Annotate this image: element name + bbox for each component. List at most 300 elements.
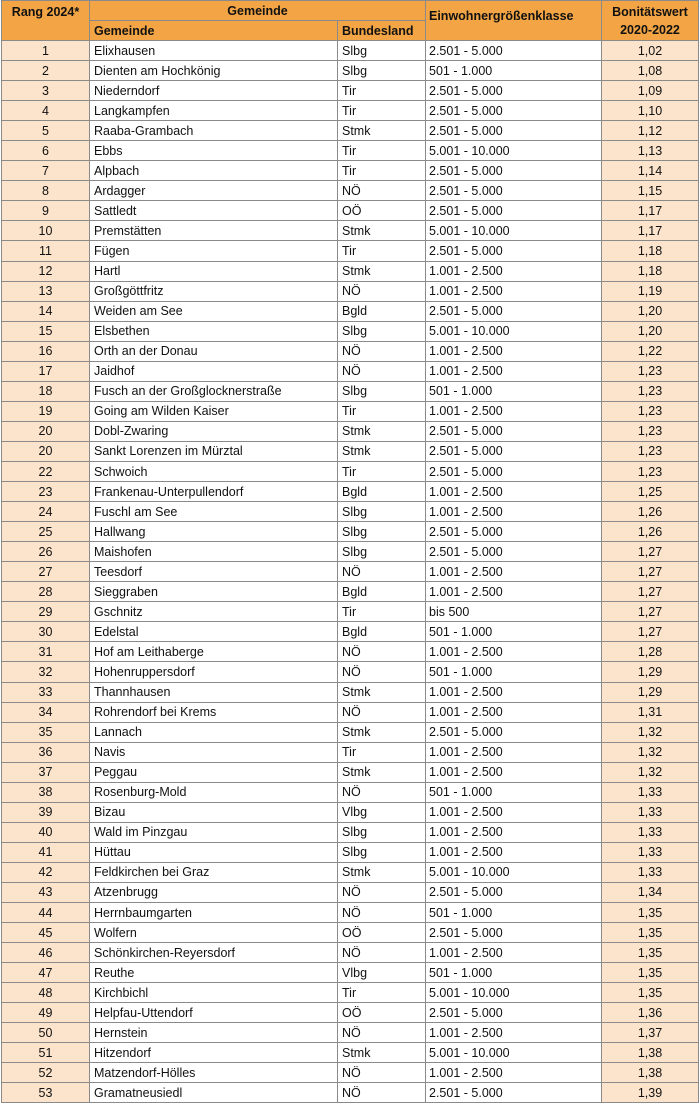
rating-value-cell: 1,31 — [602, 702, 699, 722]
rating-value-cell: 1,20 — [602, 321, 699, 341]
rating-value-cell: 1,33 — [602, 842, 699, 862]
size-class-cell: 2.501 - 5.000 — [426, 1003, 602, 1023]
municipality-column-header: Gemeinde — [90, 21, 338, 41]
rating-value-cell: 1,39 — [602, 1083, 699, 1103]
size-class-cell: 2.501 - 5.000 — [426, 461, 602, 481]
municipality-cell: Herrnbaumgarten — [90, 903, 338, 923]
table-row — [2, 81, 699, 101]
table-row — [2, 802, 699, 822]
size-class-cell: 501 - 1.000 — [426, 622, 602, 642]
rating-value-cell: 1,33 — [602, 862, 699, 882]
rank-cell: 42 — [2, 862, 90, 882]
municipality-cell: Dienten am Hochkönig — [90, 61, 338, 81]
municipality-cell: Hallwang — [90, 522, 338, 542]
rating-value-cell: 1,29 — [602, 682, 699, 702]
size-class-cell: 1.001 - 2.500 — [426, 702, 602, 722]
municipality-cell: Premstätten — [90, 221, 338, 241]
table-row — [2, 121, 699, 141]
rating-value-cell: 1,35 — [602, 943, 699, 963]
table-row — [2, 321, 699, 341]
size-class-cell: bis 500 — [426, 602, 602, 622]
rating-value-cell: 1,33 — [602, 802, 699, 822]
municipality-cell: Thannhausen — [90, 682, 338, 702]
state-cell: NÖ — [338, 642, 426, 662]
municipality-cell: Hüttau — [90, 842, 338, 862]
table-row — [2, 582, 699, 602]
table-row — [2, 261, 699, 281]
size-class-cell: 1.001 - 2.500 — [426, 842, 602, 862]
rating-value-column-header — [602, 1, 699, 41]
municipality-cell: Rosenburg-Mold — [90, 782, 338, 802]
municipality-cell: Jaidhof — [90, 361, 338, 381]
state-cell: Slbg — [338, 542, 426, 562]
state-cell: Slbg — [338, 502, 426, 522]
municipality-cell: Frankenau-Unterpullendorf — [90, 482, 338, 502]
municipality-cell: Schwoich — [90, 461, 338, 481]
state-cell: Tir — [338, 81, 426, 101]
municipality-cell: Kirchbichl — [90, 983, 338, 1003]
municipality-cell: Ardagger — [90, 181, 338, 201]
state-cell: NÖ — [338, 882, 426, 902]
rank-cell: 27 — [2, 562, 90, 582]
table-row — [2, 542, 699, 562]
rating-value-cell: 1,18 — [602, 261, 699, 281]
rank-cell: 4 — [2, 101, 90, 121]
rating-value-cell: 1,27 — [602, 562, 699, 582]
rating-value-cell: 1,13 — [602, 141, 699, 161]
municipality-cell: Hernstein — [90, 1023, 338, 1043]
rating-value-cell: 1,20 — [602, 301, 699, 321]
size-class-cell: 1.001 - 2.500 — [426, 281, 602, 301]
state-cell: NÖ — [338, 341, 426, 361]
rating-value-cell: 1,38 — [602, 1043, 699, 1063]
rank-cell: 24 — [2, 502, 90, 522]
state-column-header: Bundesland — [338, 21, 426, 41]
size-class-cell: 5.001 - 10.000 — [426, 862, 602, 882]
municipality-cell: Matzendorf-Hölles — [90, 1063, 338, 1083]
rating-value-cell: 1,33 — [602, 822, 699, 842]
table-row — [2, 1063, 699, 1083]
state-cell: NÖ — [338, 943, 426, 963]
rank-cell: 13 — [2, 281, 90, 301]
state-cell: Stmk — [338, 261, 426, 281]
size-class-cell: 2.501 - 5.000 — [426, 241, 602, 261]
state-cell: Stmk — [338, 862, 426, 882]
state-cell: Stmk — [338, 762, 426, 782]
state-cell: OÖ — [338, 201, 426, 221]
size-class-column-header: Einwohnergrößenklasse — [426, 1, 602, 41]
rating-value-cell: 1,23 — [602, 401, 699, 421]
municipality-cell: Raaba-Grambach — [90, 121, 338, 141]
size-class-cell: 5.001 - 10.000 — [426, 1043, 602, 1063]
state-cell: Tir — [338, 141, 426, 161]
state-cell: Vlbg — [338, 963, 426, 983]
size-class-cell: 1.001 - 2.500 — [426, 582, 602, 602]
rating-value-cell: 1,35 — [602, 923, 699, 943]
state-cell: Stmk — [338, 1043, 426, 1063]
rank-cell: 5 — [2, 121, 90, 141]
rating-value-cell: 1,38 — [602, 1063, 699, 1083]
municipality-cell: Gramatneusiedl — [90, 1083, 338, 1103]
state-cell: Stmk — [338, 441, 426, 461]
state-cell: NÖ — [338, 281, 426, 301]
municipality-cell: Fügen — [90, 241, 338, 261]
rank-cell: 33 — [2, 682, 90, 702]
rank-cell: 19 — [2, 401, 90, 421]
municipality-cell: Maishofen — [90, 542, 338, 562]
municipality-cell: Edelstal — [90, 622, 338, 642]
municipality-cell: Fuschl am See — [90, 502, 338, 522]
table-row — [2, 963, 699, 983]
municipality-cell: Sattledt — [90, 201, 338, 221]
table-row — [2, 441, 699, 461]
size-class-cell: 2.501 - 5.000 — [426, 181, 602, 201]
rank-cell: 36 — [2, 742, 90, 762]
size-class-cell: 2.501 - 5.000 — [426, 882, 602, 902]
table-row — [2, 1023, 699, 1043]
rating-value-cell: 1,14 — [602, 161, 699, 181]
rank-cell: 16 — [2, 341, 90, 361]
municipality-cell: Helpfau-Uttendorf — [90, 1003, 338, 1023]
rank-cell: 9 — [2, 201, 90, 221]
size-class-cell: 2.501 - 5.000 — [426, 421, 602, 441]
size-class-cell: 5.001 - 10.000 — [426, 321, 602, 341]
state-cell: NÖ — [338, 361, 426, 381]
table-row — [2, 742, 699, 762]
rank-cell: 7 — [2, 161, 90, 181]
rating-value-cell: 1,23 — [602, 361, 699, 381]
size-class-cell: 1.001 - 2.500 — [426, 361, 602, 381]
table-row — [2, 522, 699, 542]
municipality-cell: Teesdorf — [90, 562, 338, 582]
municipality-cell: Großgöttfritz — [90, 281, 338, 301]
table-row — [2, 882, 699, 902]
municipality-cell: Gschnitz — [90, 602, 338, 622]
rank-cell: 35 — [2, 722, 90, 742]
state-cell: Tir — [338, 241, 426, 261]
rating-value-cell: 1,17 — [602, 201, 699, 221]
size-class-cell: 1.001 - 2.500 — [426, 822, 602, 842]
size-class-cell: 5.001 - 10.000 — [426, 221, 602, 241]
table-row — [2, 502, 699, 522]
municipality-cell: Hartl — [90, 261, 338, 281]
table-row — [2, 461, 699, 481]
rank-cell: 29 — [2, 602, 90, 622]
municipality-group-header: Gemeinde — [90, 1, 426, 21]
rating-value-cell: 1,26 — [602, 502, 699, 522]
rank-cell: 20 — [2, 421, 90, 441]
size-class-cell: 1.001 - 2.500 — [426, 1063, 602, 1083]
size-class-cell: 501 - 1.000 — [426, 61, 602, 81]
state-cell: NÖ — [338, 782, 426, 802]
municipality-cell: Feldkirchen bei Graz — [90, 862, 338, 882]
municipality-cell: Wolfern — [90, 923, 338, 943]
rank-cell: 18 — [2, 381, 90, 401]
table-row — [2, 943, 699, 963]
rating-value-cell: 1,12 — [602, 121, 699, 141]
table-row — [2, 682, 699, 702]
table-row — [2, 281, 699, 301]
table-row — [2, 101, 699, 121]
size-class-cell: 501 - 1.000 — [426, 903, 602, 923]
rating-value-cell: 1,34 — [602, 882, 699, 902]
state-cell: Tir — [338, 161, 426, 181]
size-class-cell: 1.001 - 2.500 — [426, 642, 602, 662]
size-class-cell: 2.501 - 5.000 — [426, 1083, 602, 1103]
rating-value-cell: 1,23 — [602, 461, 699, 481]
table-row — [2, 401, 699, 421]
table-row — [2, 903, 699, 923]
municipality-cell: Atzenbrugg — [90, 882, 338, 902]
rating-value-cell: 1,37 — [602, 1023, 699, 1043]
state-cell: Bgld — [338, 622, 426, 642]
rank-cell: 52 — [2, 1063, 90, 1083]
rank-cell: 3 — [2, 81, 90, 101]
state-cell: Vlbg — [338, 802, 426, 822]
size-class-cell: 1.001 - 2.500 — [426, 943, 602, 963]
rank-cell: 2 — [2, 61, 90, 81]
rating-value-cell: 1,35 — [602, 903, 699, 923]
state-cell: Tir — [338, 461, 426, 481]
rating-value-cell: 1,23 — [602, 421, 699, 441]
table-row — [2, 1043, 699, 1063]
municipality-cell: Niederndorf — [90, 81, 338, 101]
municipality-cell: Hohenruppersdorf — [90, 662, 338, 682]
size-class-cell: 501 - 1.000 — [426, 782, 602, 802]
table-row — [2, 61, 699, 81]
rating-value-cell: 1,19 — [602, 281, 699, 301]
rating-value-header-line1: Bonitätswert — [612, 4, 688, 19]
rating-value-cell: 1,17 — [602, 221, 699, 241]
municipality-cell: Orth an der Donau — [90, 341, 338, 361]
rank-cell: 51 — [2, 1043, 90, 1063]
rank-cell: 23 — [2, 482, 90, 502]
table-row — [2, 862, 699, 882]
ranking-table — [1, 0, 699, 1103]
table-row — [2, 381, 699, 401]
table-row — [2, 662, 699, 682]
rank-cell: 26 — [2, 542, 90, 562]
table-row — [2, 241, 699, 261]
municipality-cell: Wald im Pinzgau — [90, 822, 338, 842]
rank-cell: 8 — [2, 181, 90, 201]
rating-value-cell: 1,35 — [602, 983, 699, 1003]
rating-value-cell: 1,15 — [602, 181, 699, 201]
table-row — [2, 221, 699, 241]
size-class-cell: 2.501 - 5.000 — [426, 201, 602, 221]
rank-cell: 17 — [2, 361, 90, 381]
state-cell: NÖ — [338, 662, 426, 682]
rating-value-header-line2: 2020-2022 — [620, 22, 680, 37]
table-row — [2, 642, 699, 662]
rating-value-cell: 1,32 — [602, 722, 699, 742]
size-class-cell: 1.001 - 2.500 — [426, 502, 602, 522]
rating-value-cell: 1,23 — [602, 441, 699, 461]
state-cell: NÖ — [338, 1023, 426, 1043]
table-body — [2, 41, 699, 1103]
table-header — [2, 1, 699, 41]
rank-cell: 32 — [2, 662, 90, 682]
state-cell: Stmk — [338, 722, 426, 742]
municipality-cell: Sankt Lorenzen im Mürztal — [90, 441, 338, 461]
rank-cell: 46 — [2, 943, 90, 963]
rank-cell: 37 — [2, 762, 90, 782]
size-class-cell: 2.501 - 5.000 — [426, 121, 602, 141]
rating-value-cell: 1,35 — [602, 963, 699, 983]
rating-value-cell: 1,23 — [602, 381, 699, 401]
size-class-cell: 2.501 - 5.000 — [426, 722, 602, 742]
rank-cell: 43 — [2, 882, 90, 902]
size-class-cell: 2.501 - 5.000 — [426, 522, 602, 542]
rank-cell: 47 — [2, 963, 90, 983]
rank-cell: 50 — [2, 1023, 90, 1043]
municipality-cell: Weiden am See — [90, 301, 338, 321]
state-cell: Stmk — [338, 121, 426, 141]
size-class-cell: 1.001 - 2.500 — [426, 682, 602, 702]
rank-cell: 34 — [2, 702, 90, 722]
rating-value-cell: 1,26 — [602, 522, 699, 542]
size-class-cell: 1.001 - 2.500 — [426, 261, 602, 281]
table-row — [2, 41, 699, 61]
municipality-cell: Fusch an der Großglocknerstraße — [90, 381, 338, 401]
municipality-cell: Reuthe — [90, 963, 338, 983]
rank-cell: 20 — [2, 441, 90, 461]
table-row — [2, 341, 699, 361]
municipality-cell: Elixhausen — [90, 41, 338, 61]
size-class-cell: 1.001 - 2.500 — [426, 562, 602, 582]
size-class-cell: 501 - 1.000 — [426, 963, 602, 983]
table-row — [2, 782, 699, 802]
municipality-cell: Going am Wilden Kaiser — [90, 401, 338, 421]
rank-cell: 41 — [2, 842, 90, 862]
rank-cell: 40 — [2, 822, 90, 842]
rating-value-cell: 1,18 — [602, 241, 699, 261]
municipality-cell: Bizau — [90, 802, 338, 822]
rating-value-cell: 1,10 — [602, 101, 699, 121]
state-cell: Slbg — [338, 522, 426, 542]
table-row — [2, 181, 699, 201]
municipality-cell: Hof am Leithaberge — [90, 642, 338, 662]
table-row — [2, 822, 699, 842]
state-cell: Tir — [338, 742, 426, 762]
table-row — [2, 161, 699, 181]
rank-cell: 31 — [2, 642, 90, 662]
state-cell: NÖ — [338, 562, 426, 582]
rank-cell: 14 — [2, 301, 90, 321]
size-class-cell: 1.001 - 2.500 — [426, 742, 602, 762]
state-cell: Stmk — [338, 421, 426, 441]
rank-cell: 10 — [2, 221, 90, 241]
table-row — [2, 983, 699, 1003]
size-class-cell: 1.001 - 2.500 — [426, 341, 602, 361]
municipality-cell: Dobl-Zwaring — [90, 421, 338, 441]
size-class-cell: 1.001 - 2.500 — [426, 401, 602, 421]
rank-cell: 22 — [2, 461, 90, 481]
table-row — [2, 622, 699, 642]
table-row — [2, 361, 699, 381]
rank-cell: 12 — [2, 261, 90, 281]
rank-cell: 28 — [2, 582, 90, 602]
municipality-cell: Schönkirchen-Reyersdorf — [90, 943, 338, 963]
municipality-cell: Hitzendorf — [90, 1043, 338, 1063]
size-class-cell: 2.501 - 5.000 — [426, 161, 602, 181]
rank-cell: 15 — [2, 321, 90, 341]
state-cell: OÖ — [338, 1003, 426, 1023]
rating-value-cell: 1,09 — [602, 81, 699, 101]
municipality-cell: Peggau — [90, 762, 338, 782]
size-class-cell: 2.501 - 5.000 — [426, 542, 602, 562]
state-cell: Slbg — [338, 41, 426, 61]
municipality-cell: Alpbach — [90, 161, 338, 181]
size-class-cell: 1.001 - 2.500 — [426, 1023, 602, 1043]
state-cell: NÖ — [338, 903, 426, 923]
rating-value-cell: 1,02 — [602, 41, 699, 61]
size-class-cell: 2.501 - 5.000 — [426, 101, 602, 121]
state-cell: Tir — [338, 602, 426, 622]
size-class-cell: 2.501 - 5.000 — [426, 301, 602, 321]
state-cell: Slbg — [338, 61, 426, 81]
size-class-cell: 5.001 - 10.000 — [426, 983, 602, 1003]
table-row — [2, 602, 699, 622]
rating-value-cell: 1,27 — [602, 582, 699, 602]
rating-value-cell: 1,28 — [602, 642, 699, 662]
table-row — [2, 482, 699, 502]
municipality-cell: Langkampfen — [90, 101, 338, 121]
rank-cell: 30 — [2, 622, 90, 642]
table-row — [2, 201, 699, 221]
table-row — [2, 923, 699, 943]
municipality-cell: Sieggraben — [90, 582, 338, 602]
size-class-cell: 5.001 - 10.000 — [426, 141, 602, 161]
rating-value-cell: 1,27 — [602, 542, 699, 562]
size-class-cell: 2.501 - 5.000 — [426, 923, 602, 943]
rating-value-cell: 1,27 — [602, 602, 699, 622]
size-class-cell: 1.001 - 2.500 — [426, 762, 602, 782]
size-class-cell: 2.501 - 5.000 — [426, 81, 602, 101]
rank-cell: 44 — [2, 903, 90, 923]
rating-value-cell: 1,29 — [602, 662, 699, 682]
rank-cell: 49 — [2, 1003, 90, 1023]
state-cell: NÖ — [338, 702, 426, 722]
state-cell: NÖ — [338, 181, 426, 201]
table-row — [2, 562, 699, 582]
table-row — [2, 1083, 699, 1103]
rating-value-cell: 1,32 — [602, 762, 699, 782]
table-row — [2, 722, 699, 742]
table-row — [2, 141, 699, 161]
rank-cell: 38 — [2, 782, 90, 802]
state-cell: Tir — [338, 101, 426, 121]
rating-value-cell: 1,25 — [602, 482, 699, 502]
table-row — [2, 1003, 699, 1023]
state-cell: Bgld — [338, 301, 426, 321]
municipality-cell: Rohrendorf bei Krems — [90, 702, 338, 722]
size-class-cell: 1.001 - 2.500 — [426, 482, 602, 502]
table-row — [2, 762, 699, 782]
rating-value-cell: 1,36 — [602, 1003, 699, 1023]
state-cell: Slbg — [338, 822, 426, 842]
rank-cell: 39 — [2, 802, 90, 822]
rank-column-header: Rang 2024* — [2, 1, 90, 41]
size-class-cell: 501 - 1.000 — [426, 381, 602, 401]
state-cell: Tir — [338, 983, 426, 1003]
rating-value-cell: 1,27 — [602, 622, 699, 642]
rank-cell: 45 — [2, 923, 90, 943]
size-class-cell: 2.501 - 5.000 — [426, 441, 602, 461]
state-cell: NÖ — [338, 1063, 426, 1083]
table-row — [2, 842, 699, 862]
rating-value-cell: 1,33 — [602, 782, 699, 802]
